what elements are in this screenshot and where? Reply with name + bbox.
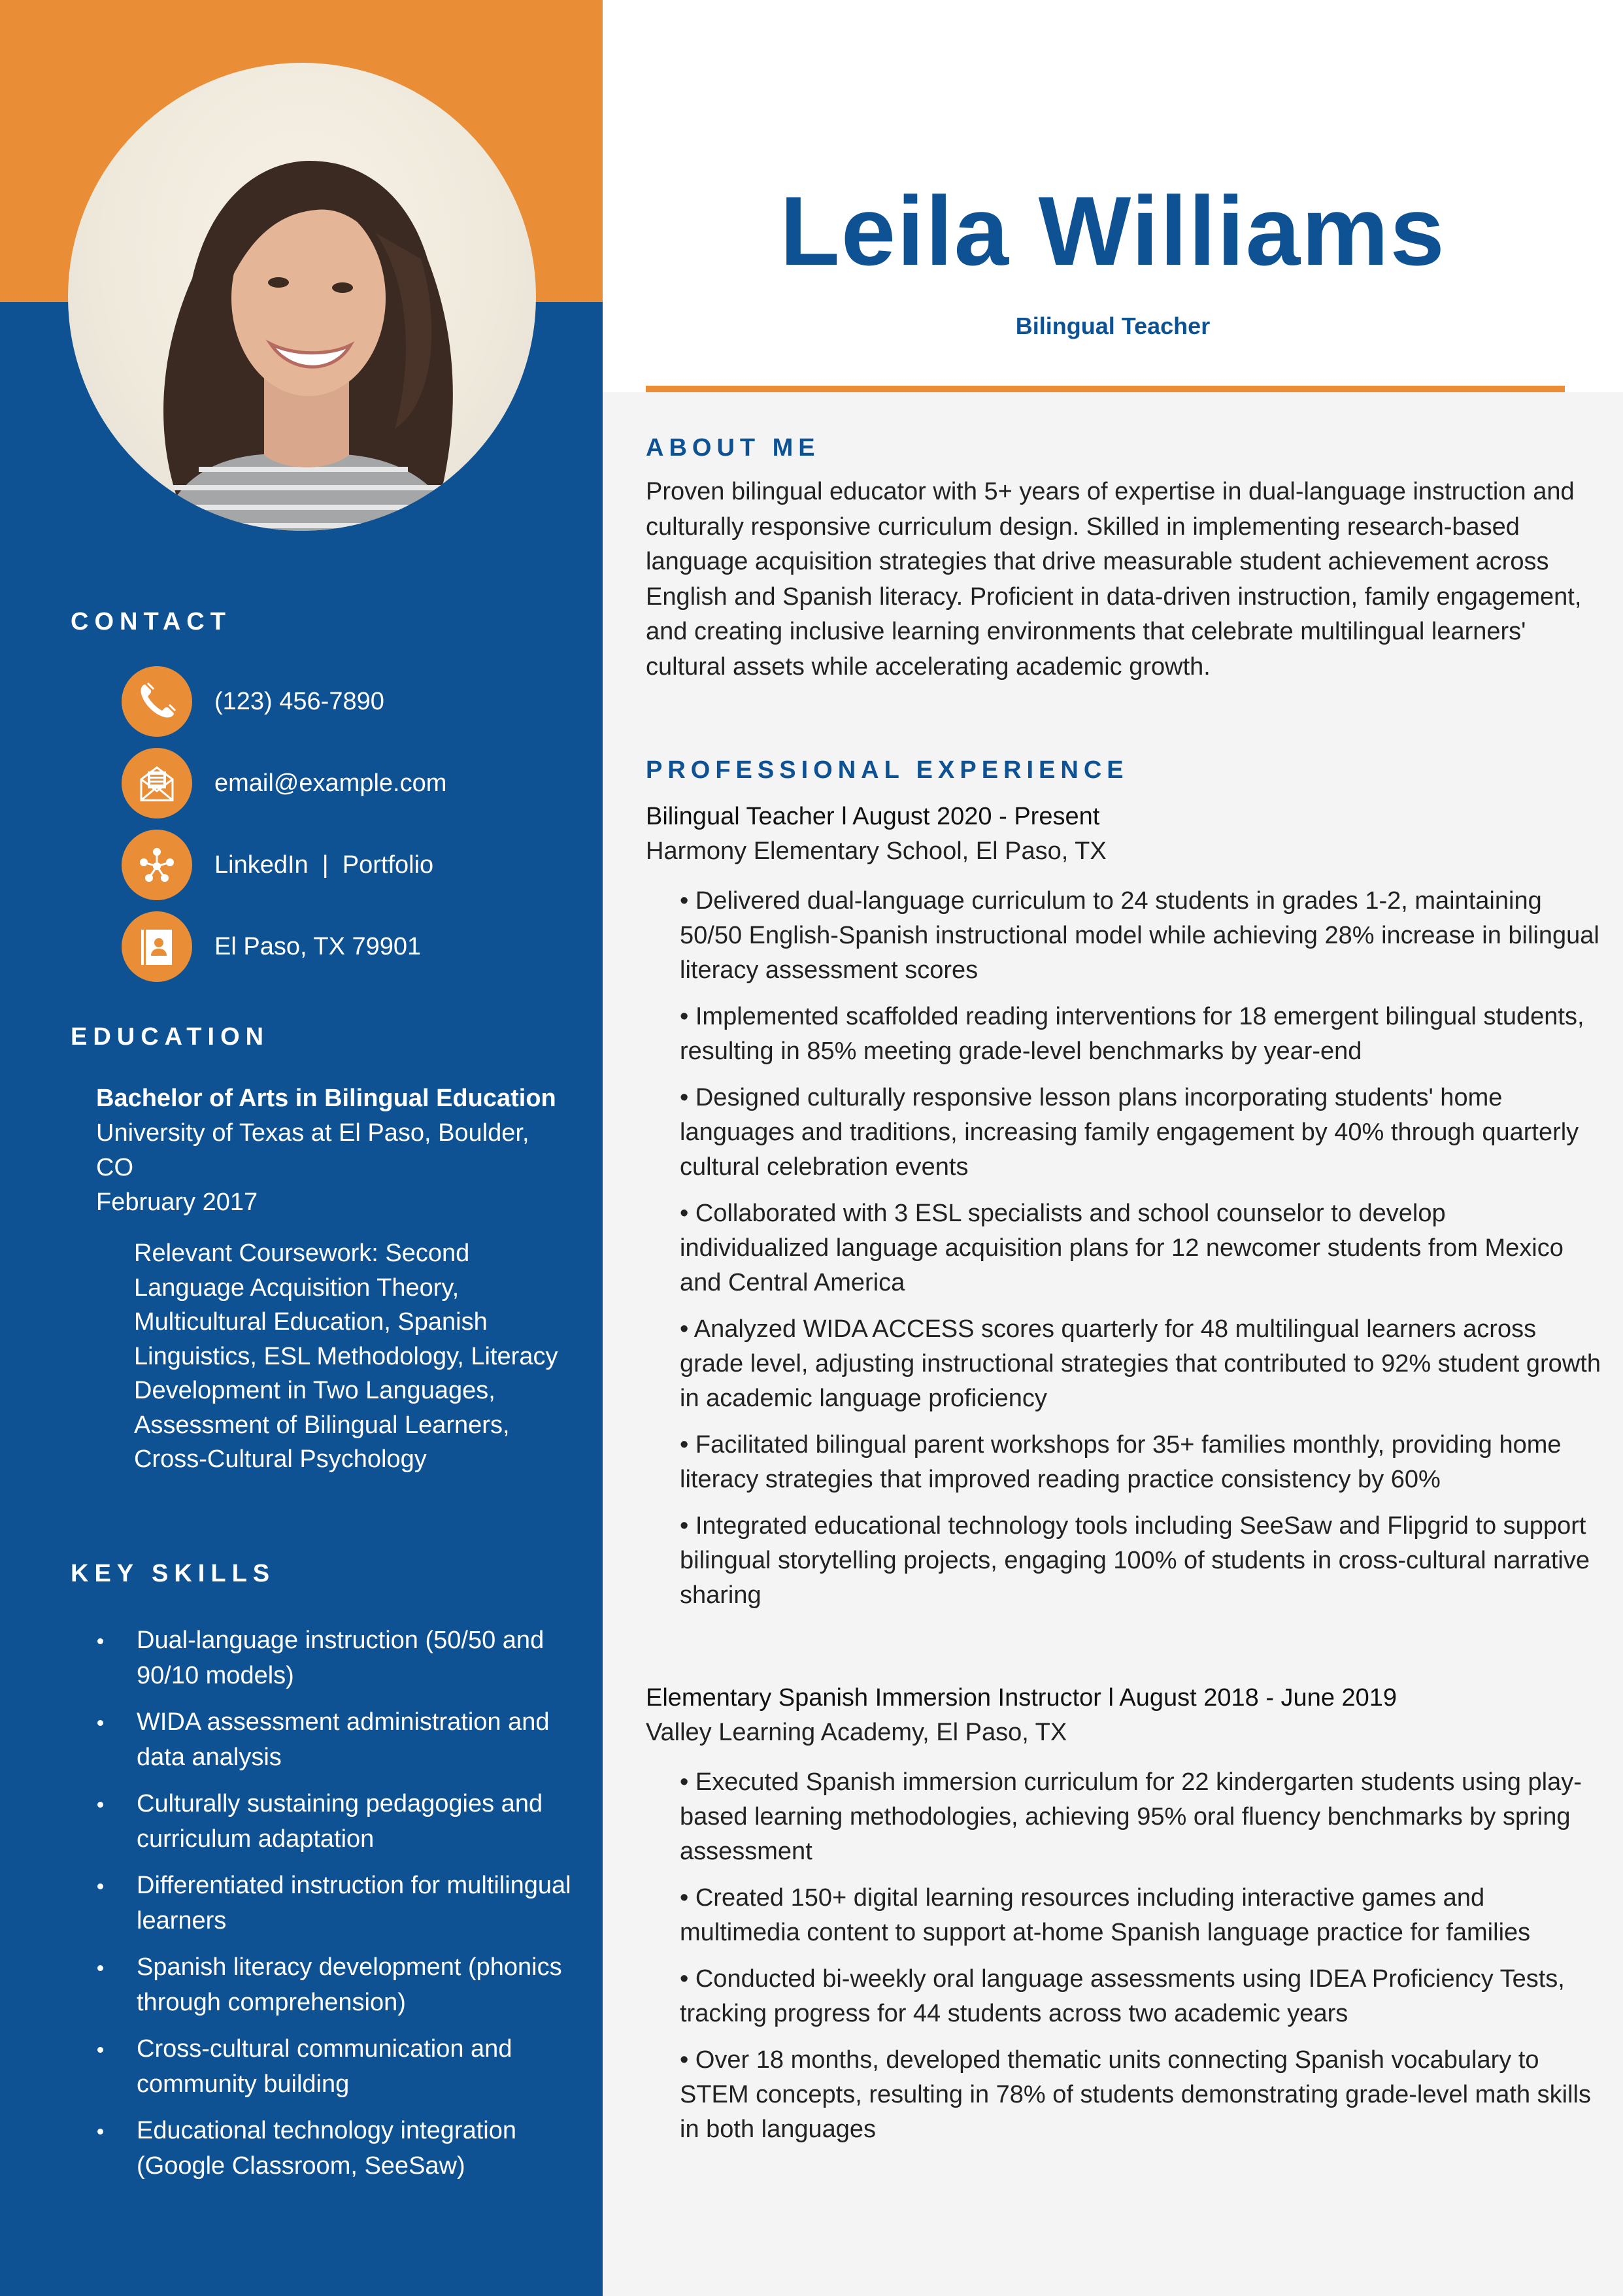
- phone-text[interactable]: (123) 456-7890: [214, 687, 384, 715]
- job-1-title: Bilingual Teacher l August 2020 - Present: [646, 803, 1100, 830]
- job-1-bullets: [680, 884, 1601, 1625]
- education-coursework: Relevant Coursework: Second Language Acquisition Theory, Multicultural Education, Spanish Linguistics, ESL Methodology, Literacy Development in Two Languages, Assessment of Bilingual Learners, Cross-Cultural Psychology: [134, 1240, 558, 1473]
- job-2-bullets: [680, 1765, 1601, 2159]
- job-bullet: • Implemented scaffolded reading interventions for 18 emergent bilingual students, resulting in 85% meeting grade-level benchmarks by year-end: [680, 1003, 1584, 1065]
- address-text: El Paso, TX 79901: [214, 932, 422, 960]
- job-bullet: • Over 18 months, developed thematic units connecting Spanish vocabulary to STEM concepts, resulting in 78% of students demonstrating grade-level math skills in both languages: [680, 2046, 1591, 2143]
- education-heading: EDUCATION: [71, 1023, 270, 1051]
- contact-heading: CONTACT: [71, 608, 231, 635]
- job-bullet: • Designed culturally responsive lesson plans incorporating students' home languages and traditions, increasing family engagement by 40% through quarterly cultural celebration events: [680, 1084, 1579, 1181]
- header-divider: [646, 386, 1565, 392]
- first-name: Leila: [780, 176, 1010, 286]
- resume-header: [603, 0, 1623, 392]
- job-bullet: • Integrated educational technology tools including SeeSaw and Flipgrid to support bilingual storytelling projects, engaging 100% of students in cross-cultural narrative sharing: [680, 1512, 1590, 1609]
- job-bullet: • Conducted bi-weekly oral language assessments using IDEA Proficiency Tests, tracking progress for 44 students across two academic years: [680, 1965, 1565, 2027]
- job-bullet: • Collaborated with 3 ESL specialists and school counselor to develop individualized language acquisition plans for 12 newcomer students from Mexico and Central America: [680, 1200, 1564, 1296]
- skill-item: Culturally sustaining pedagogies and curriculum adaptation: [71, 1786, 580, 1857]
- contact-address: [122, 911, 579, 983]
- profile-photo: [68, 63, 536, 531]
- network-icon: [122, 830, 192, 900]
- job-bullet: • Created 150+ digital learning resources including interactive games and multimedia content to support at-home Spanish language practice for families: [680, 1884, 1531, 1946]
- skills-heading: KEY SKILLS: [71, 1560, 276, 1587]
- phone-icon: [122, 666, 192, 737]
- contact-email: [122, 747, 579, 819]
- job-title: Bilingual Teacher: [1015, 312, 1211, 339]
- about-heading: ABOUT ME: [646, 434, 820, 462]
- sidebar: [0, 0, 603, 2296]
- education-school: University of Texas at El Paso, Boulder, CO: [96, 1119, 529, 1181]
- skill-item: Differentiated instruction for multilingual learners: [71, 1868, 580, 1938]
- contact-list: [122, 666, 579, 992]
- envelope-icon: [122, 748, 192, 819]
- candidate-name: [603, 175, 1623, 286]
- portrait-illustration: [68, 63, 536, 531]
- skill-item: WIDA assessment administration and data analysis: [71, 1704, 580, 1775]
- job-bullet: • Facilitated bilingual parent workshops for 35+ families monthly, providing home literacy strategies that improved reading practice consistency by 60%: [680, 1431, 1562, 1493]
- education-entry: [96, 1081, 567, 1477]
- skill-item: Dual-language instruction (50/50 and 90/10 models): [71, 1623, 580, 1693]
- contact-links: [122, 829, 579, 901]
- skill-item: Cross-cultural communication and community building: [71, 2031, 580, 2102]
- skill-item: Educational technology integration (Google Classroom, SeeSaw): [71, 2113, 580, 2184]
- last-name: Williams: [1038, 176, 1446, 286]
- job-1-organization: Harmony Elementary School, El Paso, TX: [646, 837, 1107, 865]
- job-bullet: • Analyzed WIDA ACCESS scores quarterly for 48 multilingual learners across grade level, adjusting instructional strategies that contributed to 92% student growth in academic language proficiency: [680, 1315, 1601, 1412]
- skills-list: [71, 1623, 580, 2195]
- links-text[interactable]: LinkedIn | Portfolio: [214, 851, 434, 879]
- education-date: February 2017: [96, 1189, 258, 1216]
- job-bullet: • Delivered dual-language curriculum to 24 students in grades 1-2, maintaining 50/50 English-Spanish instructional model while achieving 28% increase in bilingual literacy assessment scores: [680, 887, 1599, 984]
- job-2-title: Elementary Spanish Immersion Instructor l August 2018 - June 2019: [646, 1684, 1397, 1712]
- education-degree: Bachelor of Arts in Bilingual Education: [96, 1085, 556, 1112]
- email-text[interactable]: email@example.com: [214, 769, 447, 797]
- address-book-icon: [122, 911, 192, 982]
- about-text: Proven bilingual educator with 5+ years of expertise in dual-language instruction and culturally responsive curriculum design. Skilled in implementing research-based language acquisition strategies that drive measurable student achievement across English and Spanish literacy. Proficient in data-driven instruction, family engagement, and creating inclusive learning environments that celebrate multilingual learners' cultural assets while accelerating academic growth.: [646, 478, 1582, 681]
- experience-heading: PROFESSIONAL EXPERIENCE: [646, 756, 1129, 784]
- job-bullet: • Executed Spanish immersion curriculum for 22 kindergarten students using play-based learning methodologies, achieving 95% oral fluency benchmarks by spring assessment: [680, 1768, 1582, 1865]
- contact-phone: [122, 666, 579, 737]
- skill-item: Spanish literacy development (phonics through comprehension): [71, 1950, 580, 2020]
- job-2-organization: Valley Learning Academy, El Paso, TX: [646, 1719, 1067, 1746]
